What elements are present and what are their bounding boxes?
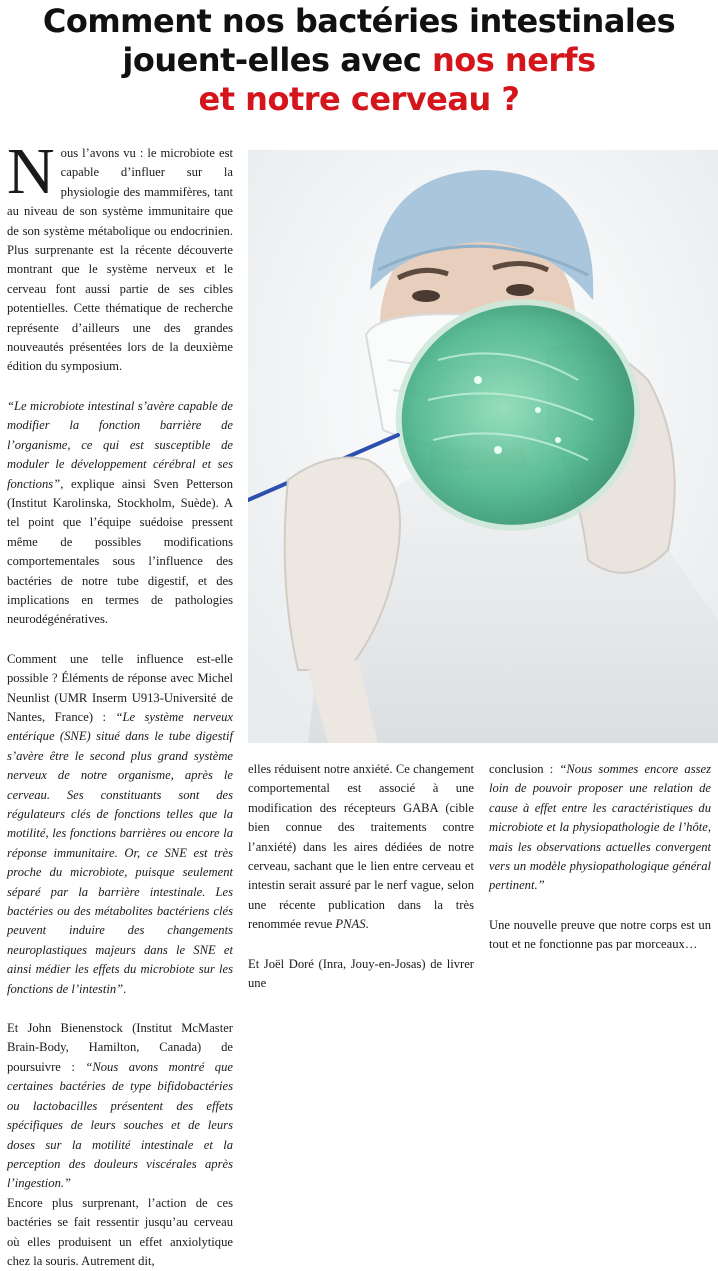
intro-text: ous l’avons vu : le microbiote est capable d’influer sur la physiologie des mammifères, tant au niveau de son système immunitaire que de son système métabolique ou endocrinien. Plus surprenante est la récente découverte montrant que le système nerveux et le cerveau font aussi partie de ses cibles potentielles. Cette thématique de recherche représente d’ailleurs une des grandes nouveautés présentées lors de la deuxième édition du symposium. — [7, 146, 233, 374]
scientist-photo — [248, 150, 718, 743]
conclusion-quote: “Nous sommes encore assez loin de pouvoir proposer une relation de cause à effet entre les caractéristiques du microbiote et la physiopathologie de l’hôte, mais les observations actuelles convergent vers un modèle physiopathologique général pertinent.” — [489, 762, 712, 893]
headline-line-2: jouent-elles avec — [122, 41, 432, 79]
drop-cap: N — [7, 135, 55, 208]
petterson-paragraph — [7, 397, 233, 630]
bienenstock-paragraph — [7, 1019, 233, 1194]
anxiolytic-paragraph — [7, 1194, 233, 1271]
petterson-quote: “Le microbiote intestinal s’avère capable de modifier la fonction barrière de l’organisme, ce qui est susceptible de moduler le développement cérébral et ses fonctions” — [7, 398, 233, 491]
article-column-right — [489, 760, 711, 955]
gaba-paragraph — [248, 760, 474, 935]
neunlist-end: . — [123, 981, 127, 996]
conclusion-paragraph — [489, 760, 711, 896]
article-column-middle — [248, 760, 474, 993]
petterson-text: , explique ainsi Sven Petterson (Institut Karolinska, Stockholm, Suède). A tel point que l’équipe suédoise pressent même de possibles modifications comportementales sous l’influence des bactéries de notre tube digestif, et des implications en termes de pathologies neurodégénératives. — [7, 476, 233, 627]
journal-name: PNAS — [335, 917, 366, 932]
neunlist-intro: Comment une telle influence est-elle possible ? Éléments de réponse avec Michel Neunlist (UMR Inserm U913-Université de Nantes, France) : — [7, 651, 233, 724]
headline — [0, 2, 718, 119]
headline-line-3-red: et notre cerveau ? — [198, 80, 520, 118]
neunlist-paragraph — [7, 650, 233, 999]
bienenstock-quote: “Nous avons montré que certaines bactéries de type bifidobactéries ou lactobacilles présentent des effets spécifiques de leurs souches et de leurs doses sur la motilité intestinale et la perception des douleurs viscérales après l’ingestion.” — [7, 1059, 233, 1191]
intro-paragraph — [7, 135, 233, 377]
closing-text: Une nouvelle preuve que notre corps est un tout et ne fonctionne pas par morceaux… — [489, 917, 711, 952]
headline-line-1: Comment nos bactéries intestinales — [42, 2, 676, 40]
scientist-with-petri-dish-illustration — [248, 150, 718, 743]
anxiolytic-text: Encore plus surprenant, l’action de ces bactéries se fait ressentir jusqu’au cerveau où elles produisent un effet anxiolytique chez la souris. Autrement dit, — [7, 1195, 233, 1268]
dore-paragraph — [248, 955, 474, 994]
spacer — [7, 738, 8, 739]
gaba-text: elles réduisent notre anxiété. Ce changement comportemental est associé à une modification des récepteurs GABA (cible bien connue des traitements contre l’anxiété) dans les aires dédiées de notre cerveau, sachant que le lien entre cerveau et intestin serait assuré par le nerf vague, selon une récente publication dans la très renommée revue — [248, 762, 474, 932]
gaba-end: . — [365, 917, 369, 932]
bienenstock-intro: Et John Bienenstock (Institut McMaster Brain-Body, Hamilton, Canada) de poursuivre : — [7, 1021, 233, 1074]
headline-line-2-red: nos nerfs — [431, 41, 596, 79]
dore-text: Et Joël Doré (Inra, Jouy-en-Josas) de livrer une — [248, 956, 474, 991]
conclusion-intro: conclusion : — [489, 762, 560, 776]
neunlist-quote: “Le système nerveux entérique (SNE) situé dans le tube digestif s’avère être le second plus grand système nerveux de notre organisme, après le cerveau. Ses constituants sont des régulateurs clés de fonctions telles que la motilité, les fonctions barrières ou encore la réponse immunitaire. Or, ce SNE est très proche du microbiote, puisque seulement séparé par la barrière intestinale. Les bactéries ou des métabolites bactériens clés peuvent induire des changements neuroplastiques majeurs dans le SNE et ainsi médier les effets du microbiote sur les fonctions de l’intestin” — [7, 709, 233, 996]
article-column-left — [7, 135, 233, 1271]
closing-paragraph — [489, 916, 711, 955]
